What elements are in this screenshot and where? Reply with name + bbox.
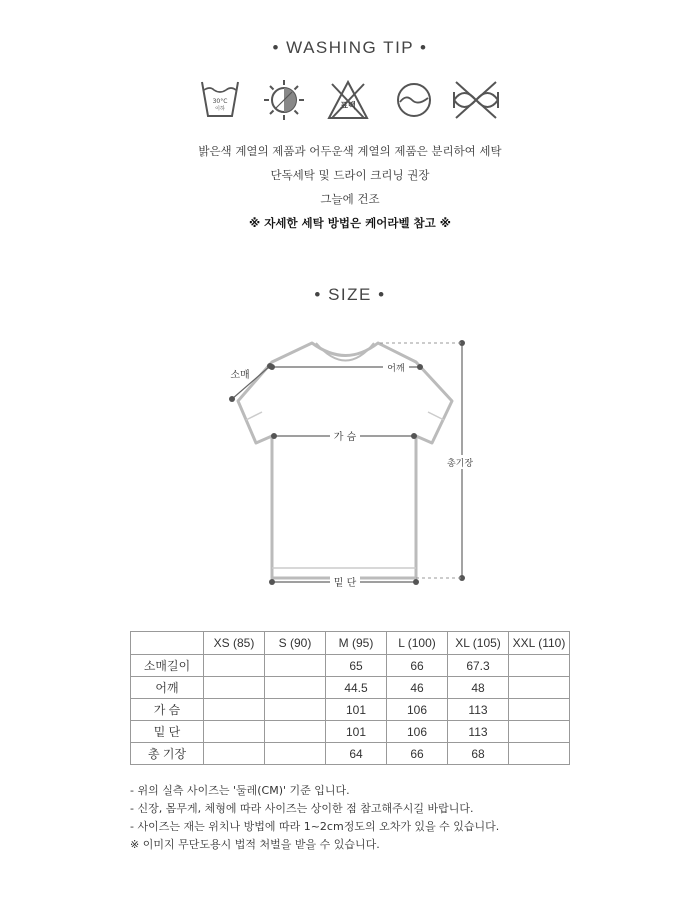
header-cell [131, 632, 204, 655]
table-row [131, 721, 570, 743]
washing-line-1: 밝은색 계열의 제품과 어두운색 계열의 제품은 분리하여 세탁 [198, 144, 502, 158]
table-cell: 48 [448, 677, 509, 699]
table-cell: 64 [326, 743, 387, 765]
hand-wash-30-icon [200, 78, 240, 122]
sleeve-label: 소매 [230, 370, 250, 381]
note-line: - 위의 실측 사이즈는 '둘레(CM)' 기준 입니다. [130, 784, 350, 797]
washing-tip-title: • WASHING TIP • [272, 38, 428, 57]
table-cell: 67.3 [448, 655, 509, 677]
header-cell: L (100) [387, 632, 448, 655]
header-cell: S (90) [265, 632, 326, 655]
no-bleach-icon [326, 78, 370, 122]
table-cell: 46 [387, 677, 448, 699]
table-cell: 101 [326, 699, 387, 721]
size-table-header [131, 632, 570, 655]
table-cell: 68 [448, 743, 509, 765]
table-cell [265, 699, 326, 721]
table-row [131, 655, 570, 677]
washing-line-2: 단독세탁 및 드라이 크리닝 권장 [270, 168, 430, 182]
row-label: 가 슴 [131, 699, 204, 721]
washing-line-3: 그늘에 건조 [320, 192, 380, 206]
table-cell: 44.5 [326, 677, 387, 699]
row-label: 소매길이 [131, 655, 204, 677]
tshirt-size-diagram [222, 330, 482, 592]
table-cell [204, 743, 265, 765]
note-line: - 신장, 몸무게, 체형에 따라 사이즈는 상이한 점 참고해주시길 바랍니다. [130, 802, 474, 815]
table-cell [509, 677, 570, 699]
table-cell [265, 721, 326, 743]
table-row [131, 699, 570, 721]
note-line: ※ 이미지 무단도용시 법적 처벌을 받을 수 있습니다. [130, 838, 380, 851]
table-cell [509, 699, 570, 721]
table-row [131, 743, 570, 765]
table-cell [509, 743, 570, 765]
table-cell: 65 [326, 655, 387, 677]
row-label: 밑 단 [131, 721, 204, 743]
no-wring-icon [450, 78, 502, 122]
temp-label: 30°C [212, 98, 228, 105]
gentle-wash-icon [392, 78, 436, 122]
header-cell: XL (105) [448, 632, 509, 655]
hem-label: 밑 단 [333, 578, 357, 589]
table-cell [509, 721, 570, 743]
note-line: - 사이즈는 재는 위치나 방법에 따라 1~2cm정도의 오차가 있을 수 있습니다. [130, 820, 500, 833]
header-cell: XXL (110) [509, 632, 570, 655]
size-table [130, 631, 570, 765]
table-cell [204, 699, 265, 721]
table-cell [265, 655, 326, 677]
header-cell: XS (85) [204, 632, 265, 655]
length-label: 총기장 [446, 459, 474, 469]
chest-label: 가 슴 [333, 432, 357, 443]
care-icons [196, 78, 506, 124]
shoulder-label: 어깨 [387, 364, 405, 374]
table-cell [204, 655, 265, 677]
table-cell [265, 677, 326, 699]
row-label: 총 기장 [131, 743, 204, 765]
washing-line-4: ※ 자세한 세탁 방법은 케어라벨 참고 ※ [249, 216, 451, 230]
table-cell: 106 [387, 699, 448, 721]
size-notes [130, 782, 499, 854]
table-cell: 113 [448, 721, 509, 743]
table-cell [204, 677, 265, 699]
bleach-label: 표백 [340, 101, 356, 110]
shade-dry-icon [262, 78, 306, 122]
size-title: • SIZE • [314, 285, 386, 304]
header-cell: M (95) [326, 632, 387, 655]
temp-sub-label: 이하 [215, 106, 225, 112]
table-cell: 106 [387, 721, 448, 743]
table-cell [265, 743, 326, 765]
table-cell: 66 [387, 655, 448, 677]
table-cell: 101 [326, 721, 387, 743]
table-cell [204, 721, 265, 743]
table-cell: 66 [387, 743, 448, 765]
table-cell [509, 655, 570, 677]
row-label: 어깨 [131, 677, 204, 699]
table-row [131, 677, 570, 699]
table-cell: 113 [448, 699, 509, 721]
